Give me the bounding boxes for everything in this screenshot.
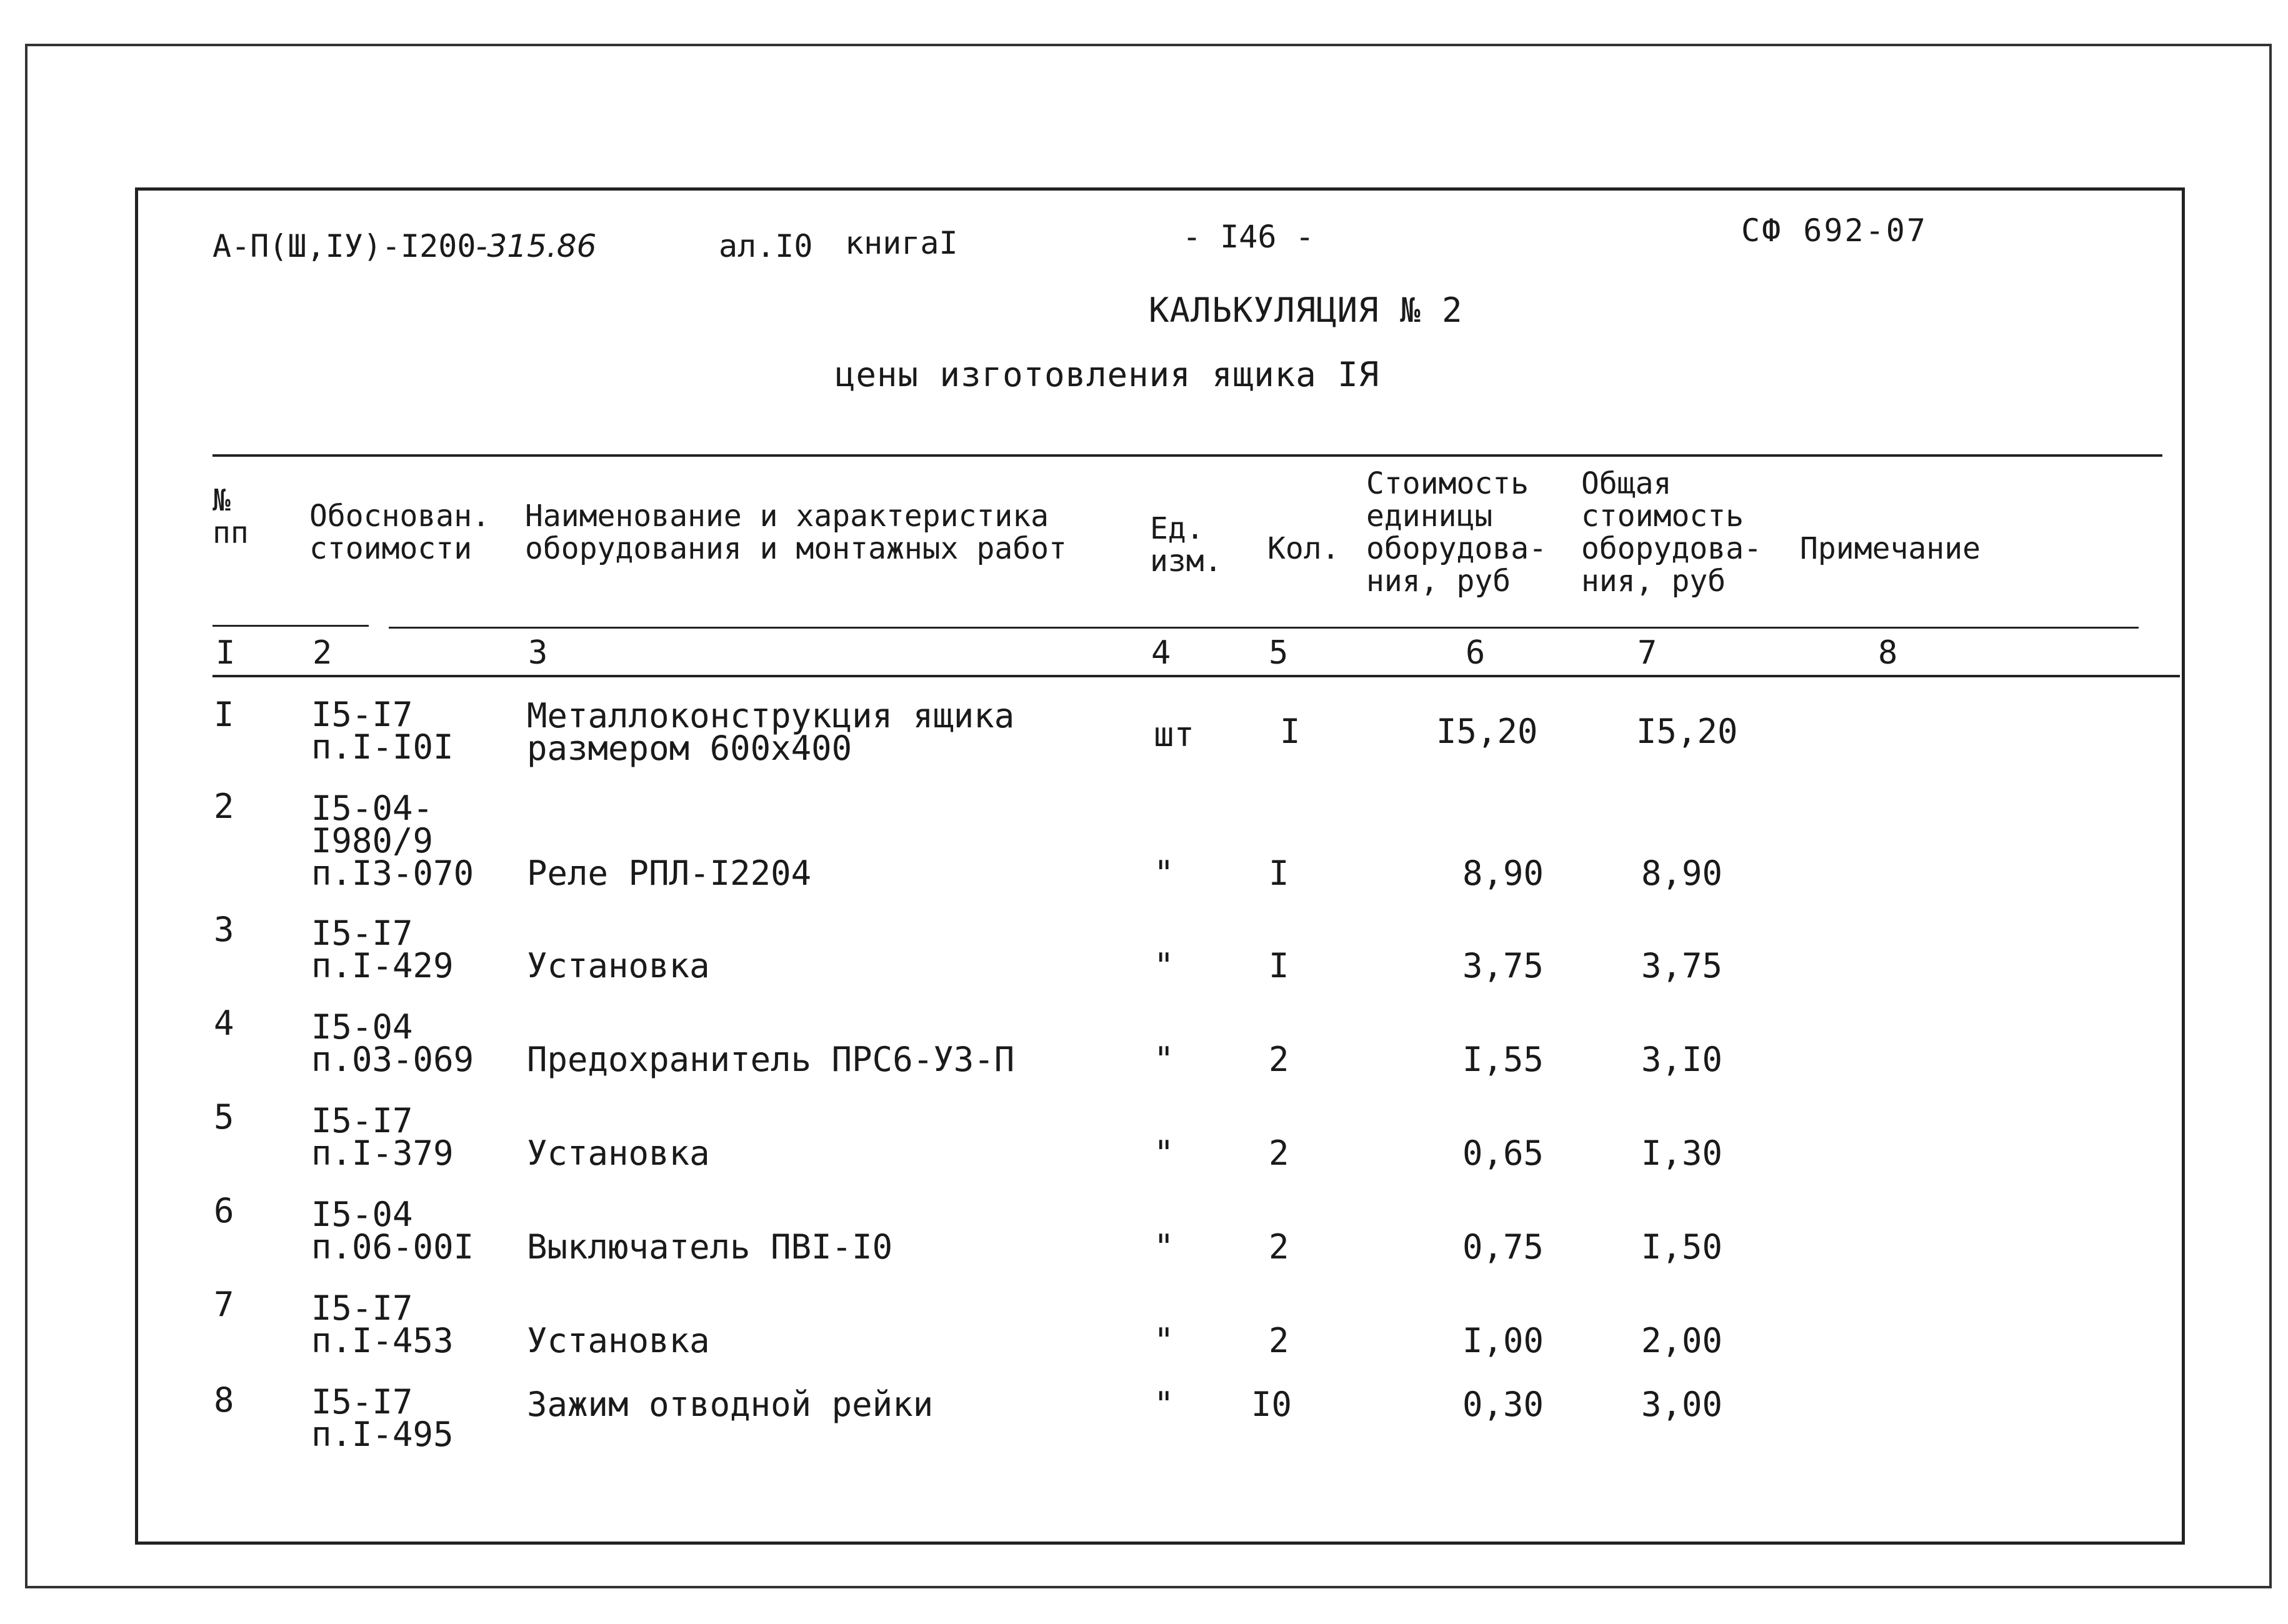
row-unit: " xyxy=(1154,1385,1174,1424)
row-description: Предохранитель ПРС6-У3-П xyxy=(527,1040,1015,1079)
row-unit-cost: 0,30 xyxy=(1462,1385,1544,1424)
row-unit-cost: 0,65 xyxy=(1462,1133,1544,1173)
album-number: ал.I0 xyxy=(719,228,813,264)
row-total-cost: 2,00 xyxy=(1641,1321,1723,1360)
col-header-number: № пп xyxy=(212,483,249,550)
page-number: - I46 - xyxy=(1182,219,1314,255)
project-code xyxy=(212,228,596,264)
row-unit: " xyxy=(1154,1227,1174,1267)
row-unit-cost: 0,75 xyxy=(1462,1227,1544,1267)
row-total-cost: 3,00 xyxy=(1641,1385,1723,1424)
row-total-cost: I,50 xyxy=(1641,1227,1723,1267)
row-quantity: I xyxy=(1269,946,1289,985)
row-basis: I5-04 п.03-069 xyxy=(311,1007,474,1079)
row-quantity: 2 xyxy=(1269,1040,1289,1079)
book-number: книгаI xyxy=(845,225,958,261)
row-quantity: I xyxy=(1280,712,1301,751)
row-basis: I5-I7 п.I-453 xyxy=(311,1288,454,1360)
row-number: 7 xyxy=(214,1285,234,1324)
doc-code: СФ 692-07 xyxy=(1741,212,1927,249)
row-number: 5 xyxy=(214,1097,234,1137)
row-unit: " xyxy=(1154,854,1174,893)
col-number-3: 3 xyxy=(528,634,548,672)
row-quantity: 2 xyxy=(1269,1133,1289,1173)
row-quantity: I xyxy=(1269,854,1289,893)
row-basis: I5-I7 п.I-379 xyxy=(311,1101,454,1173)
row-unit-cost: 8,90 xyxy=(1462,854,1544,893)
header-rule-left xyxy=(212,625,369,627)
row-unit-cost: I,55 xyxy=(1462,1040,1544,1079)
document-subtitle: цены изготовления ящика IЯ xyxy=(835,355,1380,394)
col-number-4: 4 xyxy=(1151,634,1171,672)
col-number-7: 7 xyxy=(1637,634,1657,672)
header-rule-right xyxy=(389,627,2139,629)
col-number-6: 6 xyxy=(1466,634,1486,672)
row-quantity: I0 xyxy=(1251,1385,1292,1424)
col-number-1: I xyxy=(216,634,236,672)
row-unit: шт xyxy=(1154,715,1195,754)
body-top-rule xyxy=(212,675,2180,677)
col-header-qty: Кол. xyxy=(1267,531,1340,566)
row-basis: I5-I7 п.I-429 xyxy=(311,914,454,985)
col-number-8: 8 xyxy=(1878,634,1898,672)
row-number: 3 xyxy=(214,910,234,949)
row-basis: I5-04 п.06-00I xyxy=(311,1195,474,1267)
col-number-2: 2 xyxy=(312,634,332,672)
row-number: 8 xyxy=(214,1380,234,1420)
row-number: 4 xyxy=(214,1004,234,1043)
col-header-note: Примечание xyxy=(1800,531,1981,566)
row-unit-cost: I5,20 xyxy=(1436,712,1538,751)
col-header-unit-cost: Стоимость единицы оборудова- ния, руб xyxy=(1366,466,1547,599)
project-code-text: А-П(Ш,IУ)-I200 xyxy=(212,228,476,264)
row-unit: " xyxy=(1154,1133,1174,1173)
row-total-cost: 8,90 xyxy=(1641,854,1723,893)
row-description: Металлоконструкция ящика размером 600х400 xyxy=(527,696,1015,768)
col-header-name: Наименование и характеристика оборудования и монтажных работ xyxy=(525,499,1067,566)
row-unit: " xyxy=(1154,1321,1174,1360)
row-description: Зажим отводной рейки xyxy=(527,1385,934,1424)
row-basis: I5-I7 п.I-I0I xyxy=(311,695,454,767)
row-number: 6 xyxy=(214,1191,234,1230)
row-total-cost: 3,I0 xyxy=(1641,1040,1723,1079)
col-header-total: Общая стоимость оборудова- ния, руб xyxy=(1581,466,1762,599)
row-unit: " xyxy=(1154,1040,1174,1079)
row-total-cost: 3,75 xyxy=(1641,946,1723,985)
document-title: КАЛЬКУЛЯЦИЯ № 2 xyxy=(1149,291,1463,330)
col-header-basis: Обоснован. стоимости xyxy=(309,499,490,566)
row-description: Реле РПЛ-I2204 xyxy=(527,854,812,893)
col-header-unit: Ед. изм. xyxy=(1150,511,1222,579)
row-basis: I5-04- I980/9 п.I3-070 xyxy=(311,789,474,893)
row-basis: I5-I7 п.I-495 xyxy=(311,1382,454,1454)
row-unit: " xyxy=(1154,946,1174,985)
row-total-cost: I5,20 xyxy=(1636,712,1738,751)
table-top-rule xyxy=(212,454,2162,457)
project-code-suffix: -315.86 xyxy=(476,228,597,264)
row-total-cost: I,30 xyxy=(1641,1133,1723,1173)
row-quantity: 2 xyxy=(1269,1321,1289,1360)
row-number: I xyxy=(214,695,234,734)
col-number-5: 5 xyxy=(1269,634,1289,672)
row-quantity: 2 xyxy=(1269,1227,1289,1267)
row-description: Установка xyxy=(527,1321,710,1360)
row-description: Выключатель ПВI-I0 xyxy=(527,1227,893,1267)
row-unit-cost: 3,75 xyxy=(1462,946,1544,985)
row-description: Установка xyxy=(527,1133,710,1173)
row-description: Установка xyxy=(527,946,710,985)
row-unit-cost: I,00 xyxy=(1462,1321,1544,1360)
row-number: 2 xyxy=(214,787,234,826)
